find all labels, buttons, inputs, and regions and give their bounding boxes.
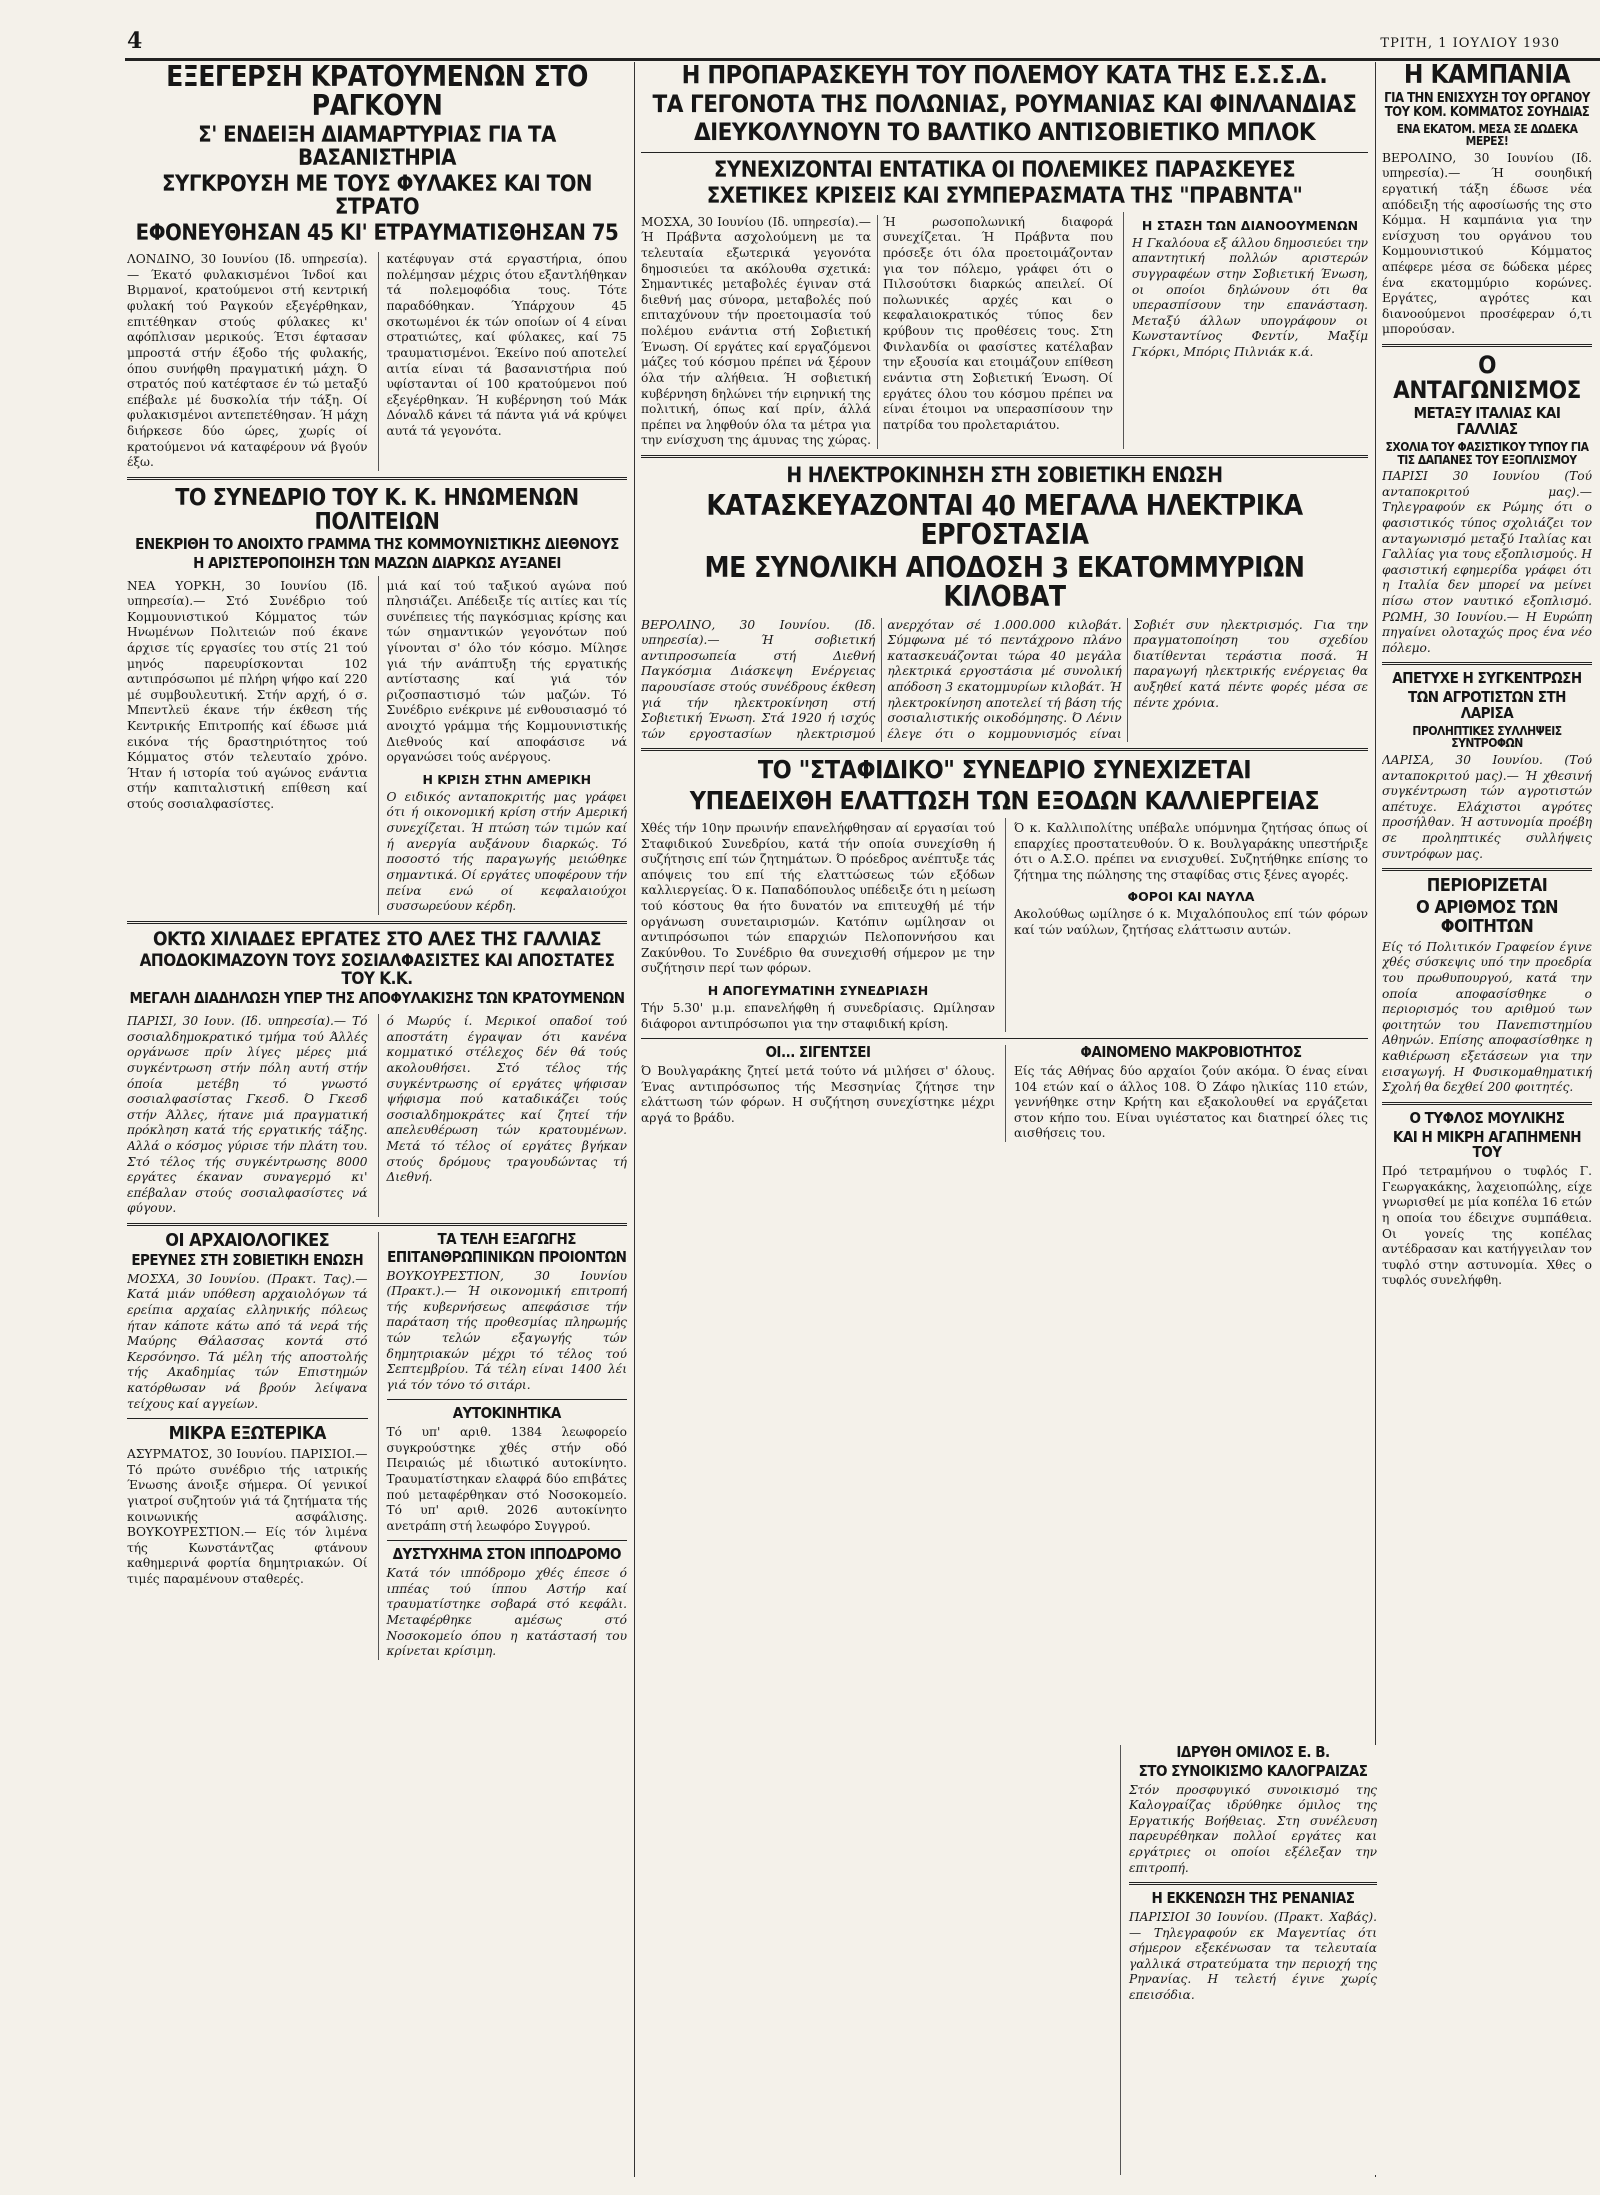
article-text: ΒΕΡΟΛΙΝΟ, 30 Ιουνίου (Ιδ. υπηρεσία).— Ή σουηδική εργατική τάξη έδωσε νέα απόδειξη τής αφοσίωσής της στο Κόμμα. Η καμπάνια για την ενίσχυση του οργάνου του Κομμουνιστικού Κόμματος απέφερε μέσα σε δώδεκα μέρες ένα εκατομμύριο κορώνες. Εργάτες, αγρότες και διανοούμενοι προσέφεραν ό,τι μπορούσαν. [1382, 150, 1592, 337]
article-electrification [641, 464, 1368, 742]
article-text: ΠΑΡΙΣΙΟΙ 30 Ιουνίου. (Πρακτ. Χαβάς).— Τηλεγραφούν εκ Μαγεντίας ότι σήμερον εξεκένωσαν τα τελευταία γαλλικά στρατεύματα την περιοχή της Ρηνανίας. Η τελετή έγινε χωρίς επεισόδια. [1129, 1909, 1377, 2002]
divider [641, 1038, 1368, 1039]
headline: Ο ΑΡΙΘΜΟΣ ΤΩΝ ΦΟΙΤΗΤΩΝ [1415, 897, 1559, 937]
divider [127, 477, 627, 480]
divider [387, 1399, 628, 1400]
divider [1382, 1102, 1592, 1105]
article-war-preparation [641, 62, 1368, 449]
article-text: Είς τό Πολιτικόν Γραφείον έγινε χθές σύσκεψις υπό την προεδρία του πρωθυπουργού, κατά την οποία αποφασίσθηκε ο περιορισμός του αριθμού των φοιτητών του Πανεπιστημίου Αθηνών. Επίσης αποφασίσθηκε η καθιέρωση εξετάσεων για την εισαγωγή. Η Φυσικομαθηματική Σχολή θα δεχθεί 200 φοιτητές. [1382, 939, 1592, 1095]
article-text: Πρό τετραμήνου ο τυφλός Γ. Γεωργακάκης, λαχειοπώλης, είχε γνωρισθεί με μία κοπέλα 16 ετών η οποία του έδειχνε συμπάθεια. Οι γονείς της κοπέλας αντέδρασαν και κατήγγειλαν τον τυφλό στην αστυνομία. Χθες ο τυφλός συνελήφθη. [1382, 1164, 1592, 1288]
article-text: ό Μωρύς ί. Μερικοί οπαδοί τού αποστάτη έγραψαν ότι κανένα κομματικό στέλεχος δέν θά τούς ακολουθήσει. Στό τέλος τής συγκέντρωσης οί εργάτες ψήφισαν ψήφισμα πού καταδικάζει τούς σοσιαλδημοκράτες καί ζητεί τήν απελευθέρωση τών κρατουμένων. Μετά τό τέλος οί εργάτες βγήκαν στούς δρόμους τραγουδώντας τή Διεθνή. [378, 1014, 628, 1217]
headline: Η ΕΚΚΕΝΩΣΗ ΤΗΣ ΡΕΝΑΝΙΑΣ [1151, 1889, 1355, 1908]
article-text: Στόν προσφυγικό συνοικισμό της Καλογραίζας ιδρύθηκε όμιλος της Εργατικής Βοήθειας. Στη συνέλευση παρευρέθηκαν πολλοί εργάτες και εργάτριες οι οποίοι εξέλεξαν την επιτροπή. [1129, 1782, 1377, 1875]
headline: ΚΑΤΑΣΚΕΥΑΖΟΝΤΑΙ 40 ΜΕΓΑΛΑ ΗΛΕΚΤΡΙΚΑ ΕΡΓΟΣΤΑΣΙΑ [706, 489, 1303, 552]
bottom-right-block [1120, 1745, 1377, 2175]
headline: ΣΧΕΤΙΚΕΣ ΚΡΙΣΕΙΣ ΚΑΙ ΣΥΜΠΕΡΑΣΜΑΤΑ ΤΗΣ "ΠΡΑΒΝΤΑ" [706, 183, 1303, 209]
article-text: ΜΟΣΧΑ, 30 Ιουνίου. (Πρακτ. Τας).— Κατά μιάν υπόθεση αρχαιολόγων τά ερείπια αρχαίας ελληνικής πόλεως ήταν κάποτε κάτω από τά νερά τής Μαύρης Θάλασσας κοντά στό Κερσόνησο. Τά μέλη τής αποστολής τής Ακαδημίας τών Επιστημών κατόρθωσαν νά βρούν λείψανα τείχους καί αγγείων. [127, 1271, 368, 1411]
masthead-rule [125, 42, 1600, 61]
headline: ΜΕΤΑΞΥ ΙΤΑΛΙΑΣ ΚΑΙ ΓΑΛΛΙΑΣ [1413, 404, 1561, 439]
headline: Η ΗΛΕΚΤΡΟΚΙΝΗΣΗ ΣΤΗ ΣΟΒΙΕΤΙΚΗ ΕΝΩΣΗ [786, 462, 1223, 487]
article-text: ΛΟΝΔΙΝΟ, 30 Ιουνίου (Ιδ. υπηρεσία).— Έκατό φυλακισμένοι Ίνδοί και Βιρμανοί, κρατούμενοι στή κεντρική φυλακή τού Ραγκούν εξεγέρθηκαν, επιτέθηκαν στούς φύλακες κι' αφόπλισαν μερικούς. Έτσι έφτασαν μπροστά στήν έξοδο τής φυλακής, όπου συνήφθη πραγματική μάχη. Ό στρατός πού κατέφτασε έν τώ μεταξύ επέβαλε μέ δυσκολία τήν τάξη. Οί φυλακισμένοι αντεπετέθησαν. Ή μάχη διήρκεσε δύο ώρες, χωρίς οί κρατούμενοι νά καταφέρουν νά βγούν έξω. [127, 252, 368, 470]
dateline: ΤΡΙΤΗ, 1 ΙΟΥΛΙΟΥ 1930 [1380, 36, 1560, 51]
headline: ΜΕ ΣΥΝΟΛΙΚΗ ΑΠΟΔΟΣΗ 3 ΕΚΑΤΟΜΜΥΡΙΩΝ ΚΙΛΟΒΑΤ [704, 550, 1305, 614]
article-longevity [1005, 1045, 1368, 1142]
headline: ΠΡΟΛΗΠΤΙΚΕΣ ΣΥΛΛΗΨΕΙΣ ΣΥΝΤΡΟΦΩΝ [1412, 723, 1562, 751]
article-text: ΒΟΥΚΟΥΡΕΣΤΙΟΝ, 30 Ιουνίου (Πρακτ.).— Ή οικονομική επιτροπή τής κυβερνήσεως απεφάσισε τήν παράταση τής προθεσμίας πληρωμής τών τελών εξαγωγής τών δημητριακών μέχρι τό τέλος τού Σεπτεμβρίου. Τά τέλη είναι 1400 λέι γιά τόν τόνο τό σιτάρι. [386, 1268, 627, 1392]
headline: ΕΞΕΓΕΡΣΗ ΚΡΑΤΟΥΜΕΝΩΝ ΣΤΟ ΡΑΓΚΟΥΝ [166, 62, 588, 123]
divider [127, 1418, 368, 1419]
headline: Η ΚΑΜΠΑΝΙΑ [1403, 62, 1571, 90]
headline: ΕΡΕΥΝΕΣ ΣΤΗ ΣΟΒΙΕΤΙΚΗ ΕΝΩΣΗ [131, 1250, 364, 1269]
article-text: Ό Βουλγαράκης ζητεί μετά τούτο νά μιλήσει σ' όλους. Ένας αντιπρόσωπος τής Μεσσηνίας ζήτησε την ελάττωση τών φόρων. Η συζήτηση συνεχίστηκε μέχρι αργά το βράδυ. [641, 1064, 995, 1125]
article-text: ΒΕΡΟΛΙΝΟ, 30 Ιουνίου. (Ιδ. υπηρεσία).— Ή σοβιετική αντιπροσωπεία στή Διεθνή Παγκόσμια Διάσκεψη Ενέργειας παρουσίασε στούς συνέδρους έκθεση γιά τήν ηλεκτροκίνηση στή Σοβιετική Ένωση. Στά 1920 ή ισχύς τών εργοστασίων ηλεκτρισμού ανερχόταν σέ 1.000.000 κιλοβάτ. Σύμφωνα μέ τό πεντάχρονο πλάνο κατασκευάζονται τώρα 40 μεγάλα ηλεκτρικά εργοστάσια μέ συνολική απόδοση 3 εκατομμυρίων κιλοβάτ. Ή ηλεκτροκίνηση αποτελεί τή βάση τής σοσιαλιστικής οικοδόμησης. Ό Λένιν έλεγε ότι ο κομμουνισμός είναι Σοβιέτ συν ηλεκτρισμός. Για την πραγματοποίηση του σχεδίου διατίθενται τεράστια ποσά. Ή παραγωγή ηλεκτρικής ενέργειας θα αυξηθεί κατά πέντε φορές μέσα σε πέντε χρόνια. [641, 617, 1368, 741]
headline: ΑΠΕΤΥΧΕ Η ΣΥΓΚΕΝΤΡΩΣΗ [1392, 669, 1582, 688]
divider [127, 1223, 627, 1226]
headline: ΣΤΟ ΣΥΝΟΙΚΙΣΜΟ ΚΑΛΟΓΡΑΙΖΑΣ [1138, 1761, 1368, 1780]
article-france-workers [127, 927, 627, 1217]
headline: ΤΩΝ ΑΓΡΟΤΙΣΤΩΝ ΣΤΗ ΛΑΡΙΣΑ [1408, 688, 1566, 722]
article-text: ΜΟΣΧΑ, 30 Ιουνίου (Ιδ. υπηρεσία).— Ή Πράβντα ασχολούμενη με τα τελευταία εξωτερικά γεγονότα δημοσιεύει τα ακόλουθα σχετικά: Σημαντικές μεταβολές έγιναν στά διεθνή μας σύνορα, μεταβολές πού επιταχύνουν τήν προετοιμασία τού πολέμου ενάντια στή Σοβιετική Ένωση. Οί εργάτες καί εργαζόμενοι μάζες τού κόσμου πρέπει νά ξέρουν όλα τήν αλήθεια. Ή σοβιετική κυβέρνηση δηλώνει τήν ειρηνική της πολιτική, όπως καί πρίν, άλλά πρέπει να ληφθούν όλα τα μέτρα για την ενίσχυση της άμυνας της χώρας. Ή ρωσοπολωνική διαφορά συνεχίζεται. Ή Πράβντα που πρόσεξε ότι όλα προετοιμάζονταν για τον πόλεμο, γράφει ότι ο Πιλσούτσκι διαρκώς απειλεί. Οί πολωνικές αρχές και ο κεφαλαιοκρατικός τύπος δεν κρύβουν τις προθέσεις τους. Στη Φινλανδία οι φασίστες κατέλαβαν την εξουσία και ετοιμάζουν επίθεση ενάντια στη Σοβιετική Ένωση. Οί εργάτες όλου του κόσμου πρέπει να είναι έτοιμοι να υπερασπίσουν την πατρίδα του προλεταριάτου. [641, 214, 1113, 448]
headline: ΑΠΟΔΟΚΙΜΑΖΟΥΝ ΤΟΥΣ ΣΟΣΙΑΛΦΑΣΙΣΤΕΣ ΚΑΙ ΑΠΟΣΤΑΤΕΣ ΤΟΥ Κ.Κ. [139, 950, 615, 989]
headline: ΔΥΣΤΥΧΗΜΑ ΣΤΟΝ ΙΠΠΟΔΡΟΜΟ [392, 1545, 621, 1564]
headline: ΤΟ ΣΥΝΕΔΡΙΟ ΤΟΥ Κ. Κ. ΗΝΩΜΕΝΩΝ ΠΟΛΙΤΕΙΩΝ [175, 484, 579, 535]
article-text: Είς τάς Αθήνας δύο αρχαίοι ζούν ακόμα. Ό ένας είναι 104 ετών καί ο άλλος 108. Ό Ζάφο ηλικίας 110 ετών, γεννήθηκε στην Κρήτη και εξακολουθεί να εργάζεται στον κήπο του. Είναι υγιέστατος και διατηρεί όλες τις αισθήσεις του. [1014, 1064, 1368, 1141]
right-column [1382, 62, 1592, 2182]
article-text: ΝΕΑ ΥΟΡΚΗ, 30 Ιουνίου (Ιδ. υπηρεσία).— Στό Συνέδριο τού Κομμουνιστικού Κόμματος τών Ηνωμένων Πολιτειών πού έκανε άρχισε τίς εργασίες του στίς 21 τού μηνός παρευρίσκονται 102 αντιπρόσωποι μέ πλήρη ψήφο καί 220 μέ συμβουλευτική. Στήν αρχή, ό σ. Μπεντλεϋ έκανε τήν έκθεση τής Κεντρικής Επιτροπής καί έδωσε μιά εικόνα τής δραστηριότητος τού Κόμματος στόν τελευταίο χρόνο. Ήταν ή ιστορία τού αγώνος ενάντια στήν καπιταλιστική επίθεση καί στούς σοσιαλφασίστες. [127, 578, 368, 812]
headline: ΤΑ ΓΕΓΟΝΟΤΑ ΤΗΣ ΠΟΛΩΝΙΑΣ, ΡΟΥΜΑΝΙΑΣ ΚΑΙ ΦΙΝΛΑΝΔΙΑΣ [652, 90, 1357, 119]
article-text: ΑΣΥΡΜΑΤΟΣ, 30 Ιουνίου. ΠΑΡΙΣΙΟΙ.— Τό πρώτο συνέδριο τής ιατρικής Ένωσης άνοιξε σήμερα. Οί γενικοί γιατροί συζητούν γιά τά ζητήματα τής κοινωνικής ασφάλισης. ΒΟΥΚΟΥΡΕΣΤΙΟΝ.— Είς τόν λιμένα τής Κωνστάντζας φτάνουν καθημερινά φορτία δημητριακών. Οί τιμές παραμένουν σταθερές. [127, 1447, 368, 1586]
article-archaeology [127, 1232, 368, 1660]
headline: ΕΝΕΚΡΙΘΗ ΤΟ ΑΝΟΙΧΤΟ ΓΡΑΜΜΑ ΤΗΣ ΚΟΜΜΟΥΝΙΣΤΙΚΗΣ ΔΙΕΘΝΟΥΣ [135, 535, 619, 554]
article-text: κατέφυγαν στά εργαστήρια, όπου πολέμησαν μέχρις ότου εξαντλήθηκαν τά πολεμοφόδια τους. Τότε παραδόθηκαν. Ύπάρχουν 45 σκοτωμένοι έκ τών οποίων οί 4 είναι στρατιώτες, καί φύλακες, καί 75 τραυματισμένοι. Έκείνο πού αποτελεί αιτία είναι τά βασανιστήρια πού υφίστανται οί 100 κρατούμενοι πού εξεγέρθηκαν. Ή κυβέρνηση τού Μάκ Δόναλδ κάνει τά πάντα γιά νά κρύψει αυτά τά γεγονότα. [378, 252, 628, 471]
headline: ΙΔΡΥΘΗ ΟΜΙΛΟΣ Ε. Β. [1176, 1745, 1330, 1761]
article-sigentsei [641, 1045, 995, 1142]
headline: ΜΙΚΡΑ ΕΞΩΤΕΡΙΚΑ [168, 1423, 326, 1445]
headline: ΤΑ ΤΕΛΗ ΕΞΑΓΩΓΗΣ [437, 1230, 577, 1249]
left-column [127, 62, 627, 2182]
divider [641, 152, 1368, 153]
article-text: Τήν 5.30' μ.μ. επανελήφθη ή συνεδρίασις. Ωμίλησαν διάφοροι αντιπρόσωποι για την σταφιδική κρίση. [641, 1001, 995, 1031]
divider [641, 748, 1368, 751]
headline: ΦΑΙΝΟΜΕΝΟ ΜΑΚΡΟΒΙΟΤΗΤΟΣ [1080, 1043, 1302, 1062]
headline: Η ΑΡΙΣΤΕΡΟΠΟΙΗΣΗ ΤΩΝ ΜΑΖΩΝ ΔΙΑΡΚΩΣ ΑΥΞΑΝΕΙ [193, 553, 561, 572]
subheading: Η ΑΠΟΓΕΥΜΑΤΙΝΗ ΣΥΝΕΔΡΙΑΣΗ [707, 983, 929, 999]
subheading: Η ΚΡΙΣΗ ΣΤΗΝ ΑΜΕΡΙΚΗ [422, 771, 592, 787]
article-text: μιά καί τού ταξικού αγώνα πού πλησιάζει. Απέδειξε τίς αιτίες και τίς συνέπειες τής παγκόσμιας κρίσης και τών σημαντικών γεγονότων πού γίνονται σ' όλο τόν κόσμο. Μίλησε γιά τήν ανάπτυξη τής εργατικής αντίστασης καί γιά τόν ριζοσπαστισμό τών μαζών. Τό Συνέδριο ενέκρινε μέ ενθουσιασμό τό ανοιχτό γράμμα τής Κομμουνιστικής Διεθνούς καί αποφάσισε νά οργανώσει τούς ανέργους. [386, 578, 627, 765]
page-number: 4 [127, 28, 143, 54]
article-text: ΠΑΡΙΣΙ 30 Ιουνίου (Τού ανταποκριτού μας).— Τηλεγραφούν εκ Ρώμης ότι ο φασιστικός τύπος σχολιάζει τον ανταγωνισμό μεταξύ Ιταλίας και Γαλλίας για τους εξοπλισμούς. Η φασιστική εφημερίδα γράφει ότι η Ιταλία δεν μπορεί να μείνει πίσω στον ναυτικό εξοπλισμό. ΡΩΜΗ, 30 Ιουνίου.— Η Ευρώπη πηγαίνει ολοταχώς προς ένα νέο πόλεμο. [1382, 469, 1592, 655]
article-campaign [1382, 62, 1592, 338]
article-eb-club [1129, 1745, 1377, 1876]
column-divider [634, 62, 635, 2177]
article-exports [378, 1232, 628, 1660]
headline: ΤΟ "ΣΤΑΦΙΔΙΚΟ" ΣΥΝΕΔΡΙΟ ΣΥΝΕΧΙΖΕΤΑΙ [757, 755, 1252, 785]
headline: ΕΠΙΤΑΝΘΡΩΠΙΝΙΚΩΝ ΠΡΟΙΟΝΤΩΝ [387, 1247, 627, 1266]
article-text: Η Γκαλόουα εξ άλλου δημοσιεύει την απαντητική πολλών αριστερών συγγραφέων στην Σοβιετική Ένωση, οι οποίοι δηλώνουν ότι θα υπερασπίσουν την επανάσταση. Μεταξύ άλλων υπογράφουν οι Κωνσταντίνος Φεντίν, Μαξίμ Γκόρκι, Μπόρις Πιλνιάκ κ.ά. [1132, 235, 1368, 360]
headline: ΟΙ... ΣΙΓΕΝΤΣΕΙ [765, 1043, 871, 1062]
headline: ΣΥΝΕΧΙΖΟΝΤΑΙ ΕΝΤΑΤΙΚΑ ΟΙ ΠΟΛΕΜΙΚΕΣ ΠΑΡΑΣΚΕΥΕΣ [713, 157, 1296, 183]
headline: ΓΙΑ ΤΗΝ ΕΝΙΣΧΥΣΗ ΤΟΥ ΟΡΓΑΝΟΥ ΤΟΥ ΚΟΜ. ΚΟΜΜΑΤΟΣ ΣΟΥΗΔΙΑΣ [1384, 91, 1590, 120]
divider [1382, 662, 1592, 665]
divider [641, 455, 1368, 458]
article-cpusa-congress [127, 486, 627, 915]
headline: Ο ΤΥΦΛΟΣ ΜΟΥΛΙΚΗΣ [1409, 1108, 1565, 1127]
headline: Η ΠΡΟΠΑΡΑΣΚΕΥΗ ΤΟΥ ΠΟΛΕΜΟΥ ΚΑΤΑ ΤΗΣ Ε.Σ.Σ.Δ. [681, 62, 1328, 89]
article-text: Ό κ. Καλλιπολίτης υπέβαλε υπόμνημα ζητήσας όπως οί επαρχίες προστατευθούν. Ό κ. Βουλγαράκης υπεστήριξε ότι ο Α.Σ.Ο. πρέπει να ενισχυθεί. Συζητήθηκε επίσης το ζήτημα της πώλησης της σταφίδας στις ξένες αγορές. [1014, 820, 1368, 882]
headline: ΚΑΙ Η ΜΙΚΡΗ ΑΓΑΠΗΜΕΝΗ ΤΟΥ [1392, 1127, 1582, 1162]
headline: ΕΝΑ ΕΚΑΤΟΜ. ΜΕΣΑ ΣΕ ΔΩΔΕΚΑ ΜΕΡΕΣ! [1396, 121, 1578, 149]
article-blind-man [1382, 1108, 1592, 1289]
subheading: ΦΟΡΟΙ ΚΑΙ ΝΑΥΛΑ [1127, 889, 1255, 905]
article-text: ΛΑΡΙΣΑ, 30 Ιουνίου. (Τού ανταποκριτού μας).— Ή χθεσινή συγκέντρωση τών αγροτιστών απέτυχε. Ελάχιστοι αγρότες προσήλθαν. Ή αστυνομία προέβη σε προληπτικές συλλήψεις συντρόφων μας. [1382, 752, 1592, 861]
article-text: ΠΑΡΙΣΙ, 30 Ιουν. (Ιδ. υπηρεσία).— Τό σοσιαλδημοκρατικό τμήμα τού Άλλές οργάνωσε πρίν λίγες μέρες μιά συγκέντρωση στήν πόλη αυτή στήν όποία μετέβη τό γνωστό σοσιαλφασίστας Γκεσδ. Ό Γκεσδ στήν Άλλες, ήτανε μιά πραγματική πρόκληση κατά τής εργατικής τάξης. Αλλά ο κόσμος γύρισε τήν πλάτη του. Στό τέλος τής συγκέντρωσης 8000 εργάτες έκαναν συναγερμό κι' επέβαλαν στούς σοσιαλφασίστες νά φύγουν. [127, 1014, 368, 1216]
headline: ΟΚΤΩ ΧΙΛΙΑΔΕΣ ΕΡΓΑΤΕΣ ΣΤΟ ΑΛΕΣ ΤΗΣ ΓΑΛΛΙΑΣ [152, 927, 602, 950]
article-text: Ο ειδικός ανταποκριτής μας γράφει ότι ή οικονομική κρίση στήν Αμερική συνεχίζεται. Ή πτώση τών τιμών καί ή ανεργία αυξάνουν διαρκώς. Τό ποσοστό τής παραγωγής μειώθηκε σημαντικά. Οί εργάτες υποφέρουν τήν πείνα ενώ οί κεφαλαιούχοι συσσωρεύουν κέρδη. [386, 789, 627, 914]
headline: ΑΥΤΟΚΙΝΗΤΙΚΑ [452, 1404, 561, 1423]
divider [387, 1540, 628, 1541]
headline: Σ' ΕΝΔΕΙΞΗ ΔΙΑΜΑΡΤΥΡΙΑΣ ΓΙΑ ΤΑ ΒΑΣΑΝΙΣΤΗΡΙΑ [198, 122, 556, 171]
headline: ΥΠΕΔΕΙΧΘΗ ΕΛΑΤΤΩΣΗ ΤΩΝ ΕΞΟΔΩΝ ΚΑΛΛΙΕΡΓΕΙΑΣ [689, 785, 1320, 815]
divider [1382, 868, 1592, 871]
article-text: Ακολούθως ωμίλησε ό κ. Μιχαλόπουλος επί τών φόρων καί τών ναύλων, ζητήσας ελάττωσιν αυτών. [1014, 907, 1368, 937]
headline: ΕΦΟΝΕΥΘΗΣΑΝ 45 ΚΙ' ΕΤΡΑΥΜΑΤΙΣΘΗΣΑΝ 75 [135, 221, 619, 247]
article-text: Χθές τήν 10ην πρωινήν επανελήφθησαν αί εργασίαι τού Σταφιδικού Συνεδρίου, κατά τήν οποία συνεχίσθη ή συζήτησις επί τών ζητημάτων. Ό πρόεδρος ανέπτυξε τάς απόψεις του επί τής ελαττώσεως τών εξόδων καλλιεργείας. Ό κ. Παπαδόπουλος υπέδειξε ότι η μείωση τού κόστους θα ήτο δυνατόν να επιτευχθή μέ τήν οργάνωση συνεταιρισμών. Κατόπιν ωμίλησαν οι αντιπρόσωποι τών επαρχιών Πελοποννήσου και Ζακύνθου. Το Συνέδριο θα συνεχισθή σήμερον με την συζήτησιν περί των φόρων. [641, 820, 995, 976]
article-text: Κατά τόν ιππόδρομο χθές έπεσε ό ιππέας τού ίππου Αστήρ καί τραυματίστηκε σοβαρά στό κεφάλι. Μεταφέρθηκε αμέσως στό Νοσοκομείο όπου η κατάστασή του κρίνεται κρίσιμη. [386, 1566, 627, 1659]
article-larisa [1382, 671, 1592, 862]
divider [1129, 1882, 1377, 1885]
headline: ΜΕΓΑΛΗ ΔΙΑΔΗΛΩΣΗ ΥΠΕΡ ΤΗΣ ΑΠΟΦΥΛΑΚΙΣΗΣ ΤΩΝ ΚΡΑΤΟΥΜΕΝΩΝ [129, 989, 625, 1008]
subheading: Η ΣΤΑΣΗ ΤΩΝ ΔΙΑΝΟΟΥΜΕΝΩΝ [1141, 217, 1359, 233]
headline: ΣΧΟΛΙΑ ΤΟΥ ΦΑΣΙΣΤΙΚΟΥ ΤΥΠΟΥ ΓΙΑ ΤΙΣ ΔΑΠΑΝΕΣ ΤΟΥ ΕΞΟΠΛΙΣΜΟΥ [1385, 439, 1589, 467]
headline: ΣΥΓΚΡΟΥΣΗ ΜΕ ΤΟΥΣ ΦΥΛΑΚΕΣ ΚΑΙ ΤΟΝ ΣΤΡΑΤΟ [162, 171, 592, 221]
article-text: Τό υπ' αριθ. 1384 λεωφορείο συγκρούστηκε χθές στήν οδό Πειραιώς μέ ιδιωτικό αυτοκίνητο. Τραυματίστηκαν ελαφρά δύο επιβάτες πού μεταφέρθηκαν στό Νοσοκομείο. Τό υπ' αριθ. 2026 αυτοκίνητο ανετράπη στή λεωφόρο Συγγρού. [386, 1425, 627, 1533]
article-rangoon [127, 62, 627, 471]
article-rhineland [1129, 1891, 1377, 2003]
headline: ΟΙ ΑΡΧΑΙΟΛΟΓΙΚΕΣ [165, 1230, 330, 1252]
headline: Ο ΑΝΤΑΓΩΝΙΣΜΟΣ [1393, 351, 1581, 405]
divider [127, 921, 627, 924]
article-raisin-congress [641, 757, 1368, 1032]
headline: ΠΕΡΙΟΡΙΖΕΤΑΙ [1426, 875, 1548, 897]
article-students [1382, 877, 1592, 1096]
article-rivalry [1382, 353, 1592, 656]
divider [1382, 344, 1592, 347]
headline: ΔΙΕΥΚΟΛΥΝΟΥΝ ΤΟ ΒΑΛΤΙΚΟ ΑΝΤΙΣΟΒΙΕΤΙΚΟ ΜΠΛΟΚ [693, 118, 1316, 147]
